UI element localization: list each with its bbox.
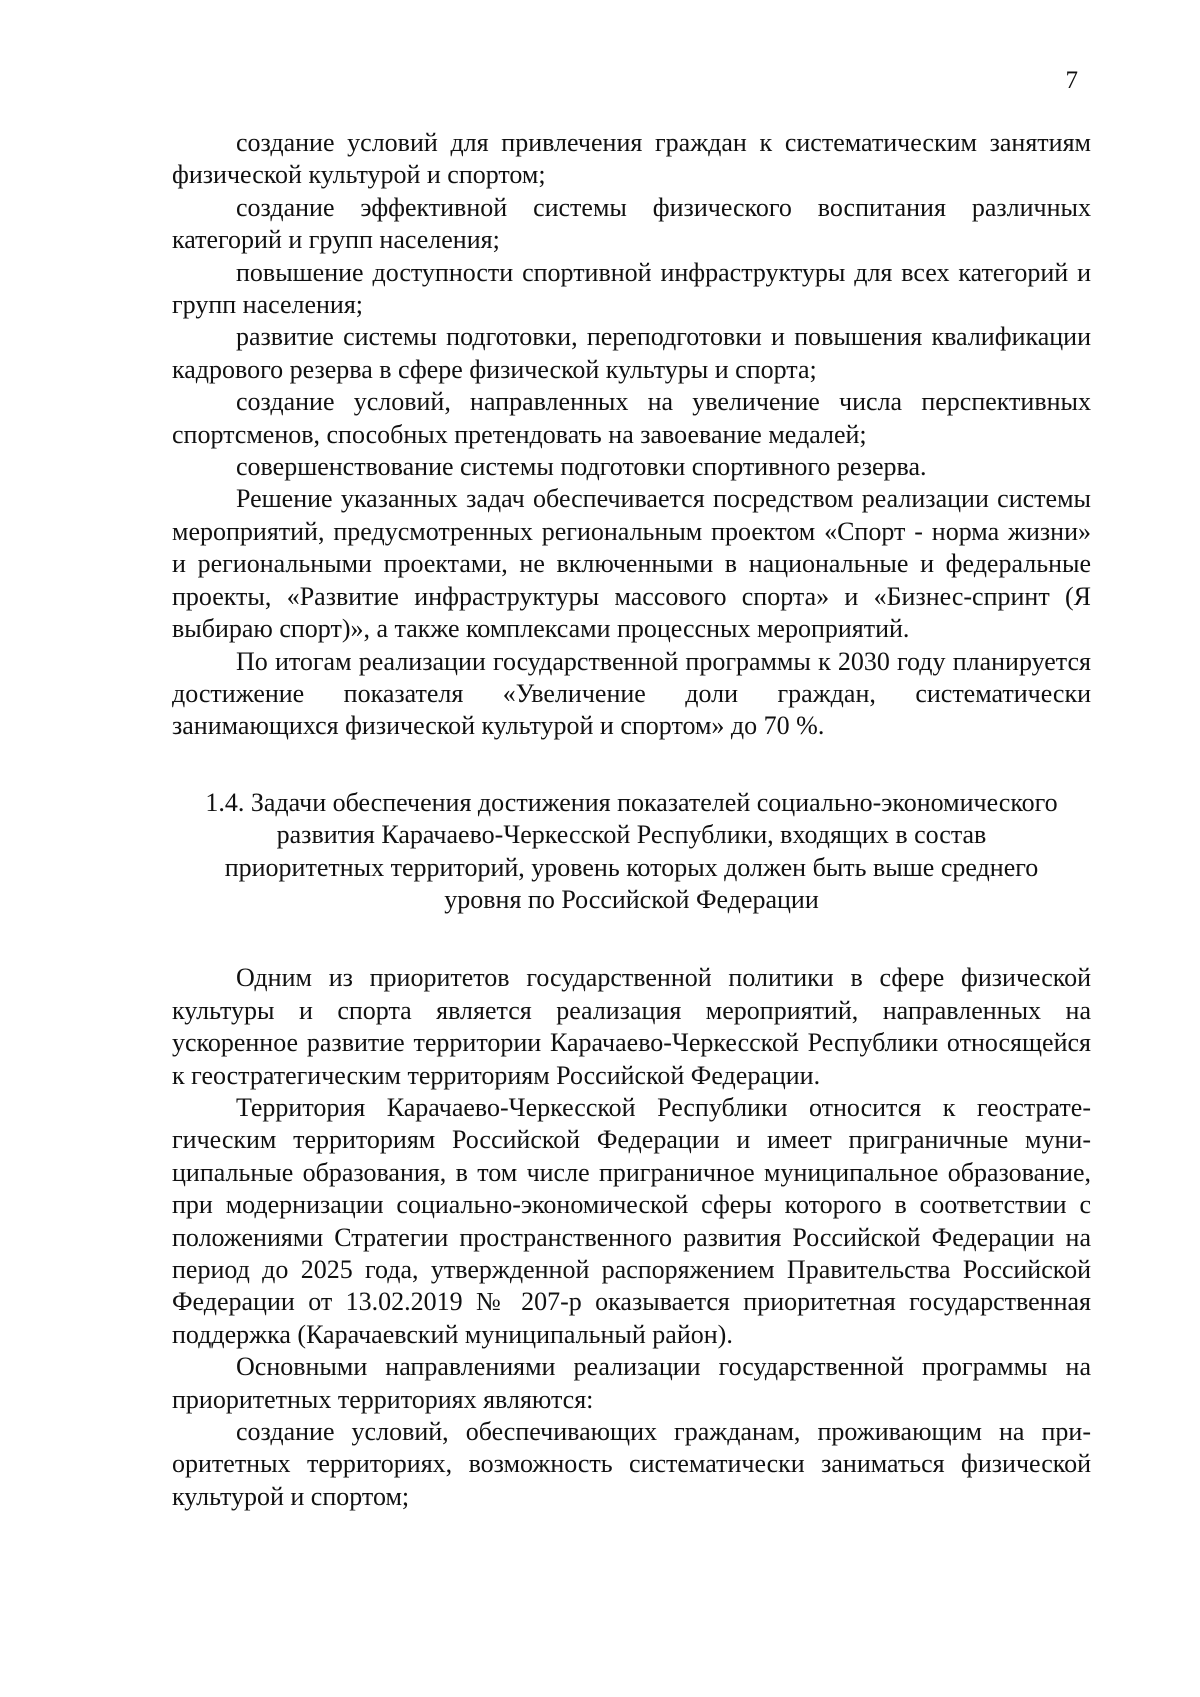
- paragraph: совершенствование системы подготовки спортивного резерва.: [236, 452, 927, 482]
- paragraph: Основными направлениями реализации государственной программы на приоритетных территориях являются:: [172, 1352, 1091, 1414]
- paragraph: Территория Карачаево-Черкесской Республики относится к геостратегическим территориям Российской Федерации и имеет приграничные муниципальные образования, в том числе приграничное муниципальное образование, при модернизации социально-экономической сферы которого в соответствии с положениями Стратегии пространственного развития Российской Федерации на период до 2025 года, утвержденной распоряжением Правительства Российской Федерации от 13.02.2019 № 207-р оказывается приоритетная государственная поддержка (Карачаевский муниципальный район).: [172, 1092, 1091, 1349]
- section-title-line: уровня по Российской Федерации: [444, 884, 819, 914]
- paragraph: создание условий для привлечения граждан к систематическим занятиям физической культурой и спортом;: [172, 128, 1091, 190]
- section-title-line: 1.4. Задачи обеспечения достижения показателей социально-экономического развития Карачаево-Черкесской Республики, входящих в состав: [205, 787, 1058, 850]
- paragraph: Одним из приоритетов государственной политики в сфере физической культуры и спорта является реализация мероприятий, направленных на ускоренное развитие территории Карачаево-Черкесской Республики относящейся к геостратегическим территориям Российской Федерации.: [172, 963, 1091, 1090]
- page-number: 7: [1065, 67, 1078, 94]
- paragraph: создание условий, направленных на увеличение числа перспективных спортсменов, способных претендовать на завоевание медалей;: [172, 387, 1091, 449]
- section-title-line: приоритетных территорий, уровень которых должен быть выше среднего: [224, 852, 1039, 882]
- paragraph: Решение указанных задач обеспечивается посредством реализации системы мероприятий, предусмотренных региональным проектом «Спорт - норма жизни» и региональными проектами, не включенными в национальные и федеральные проекты, «Развитие инфраструктуры массового спорта» и «Бизнес-спринт (Я выбираю спорт)», а также комплексами процессных мероприятий.: [172, 484, 1091, 644]
- paragraph: создание условий, обеспечивающих гражданам, проживающим на приоритетных территориях, возможность систематически заниматься физической культурой и спортом;: [172, 1417, 1091, 1511]
- document-body: [172, 127, 1091, 1513]
- paragraph: По итогам реализации государственной программы к 2030 году планируется достижение показателя «Увеличение доли граждан, систематически занимающихся физической культурой и спортом» до 70 %.: [172, 646, 1091, 741]
- paragraph: повышение доступности спортивной инфраструктуры для всех категорий и групп населения;: [172, 257, 1091, 320]
- paragraph: развитие системы подготовки, переподготовки и повышения квалификации кадрового резерва в сфере физической культуры и спорта;: [172, 322, 1091, 384]
- section-title: [172, 787, 1091, 917]
- paragraph: создание эффективной системы физического воспитания различных категорий и групп населения;: [172, 192, 1091, 255]
